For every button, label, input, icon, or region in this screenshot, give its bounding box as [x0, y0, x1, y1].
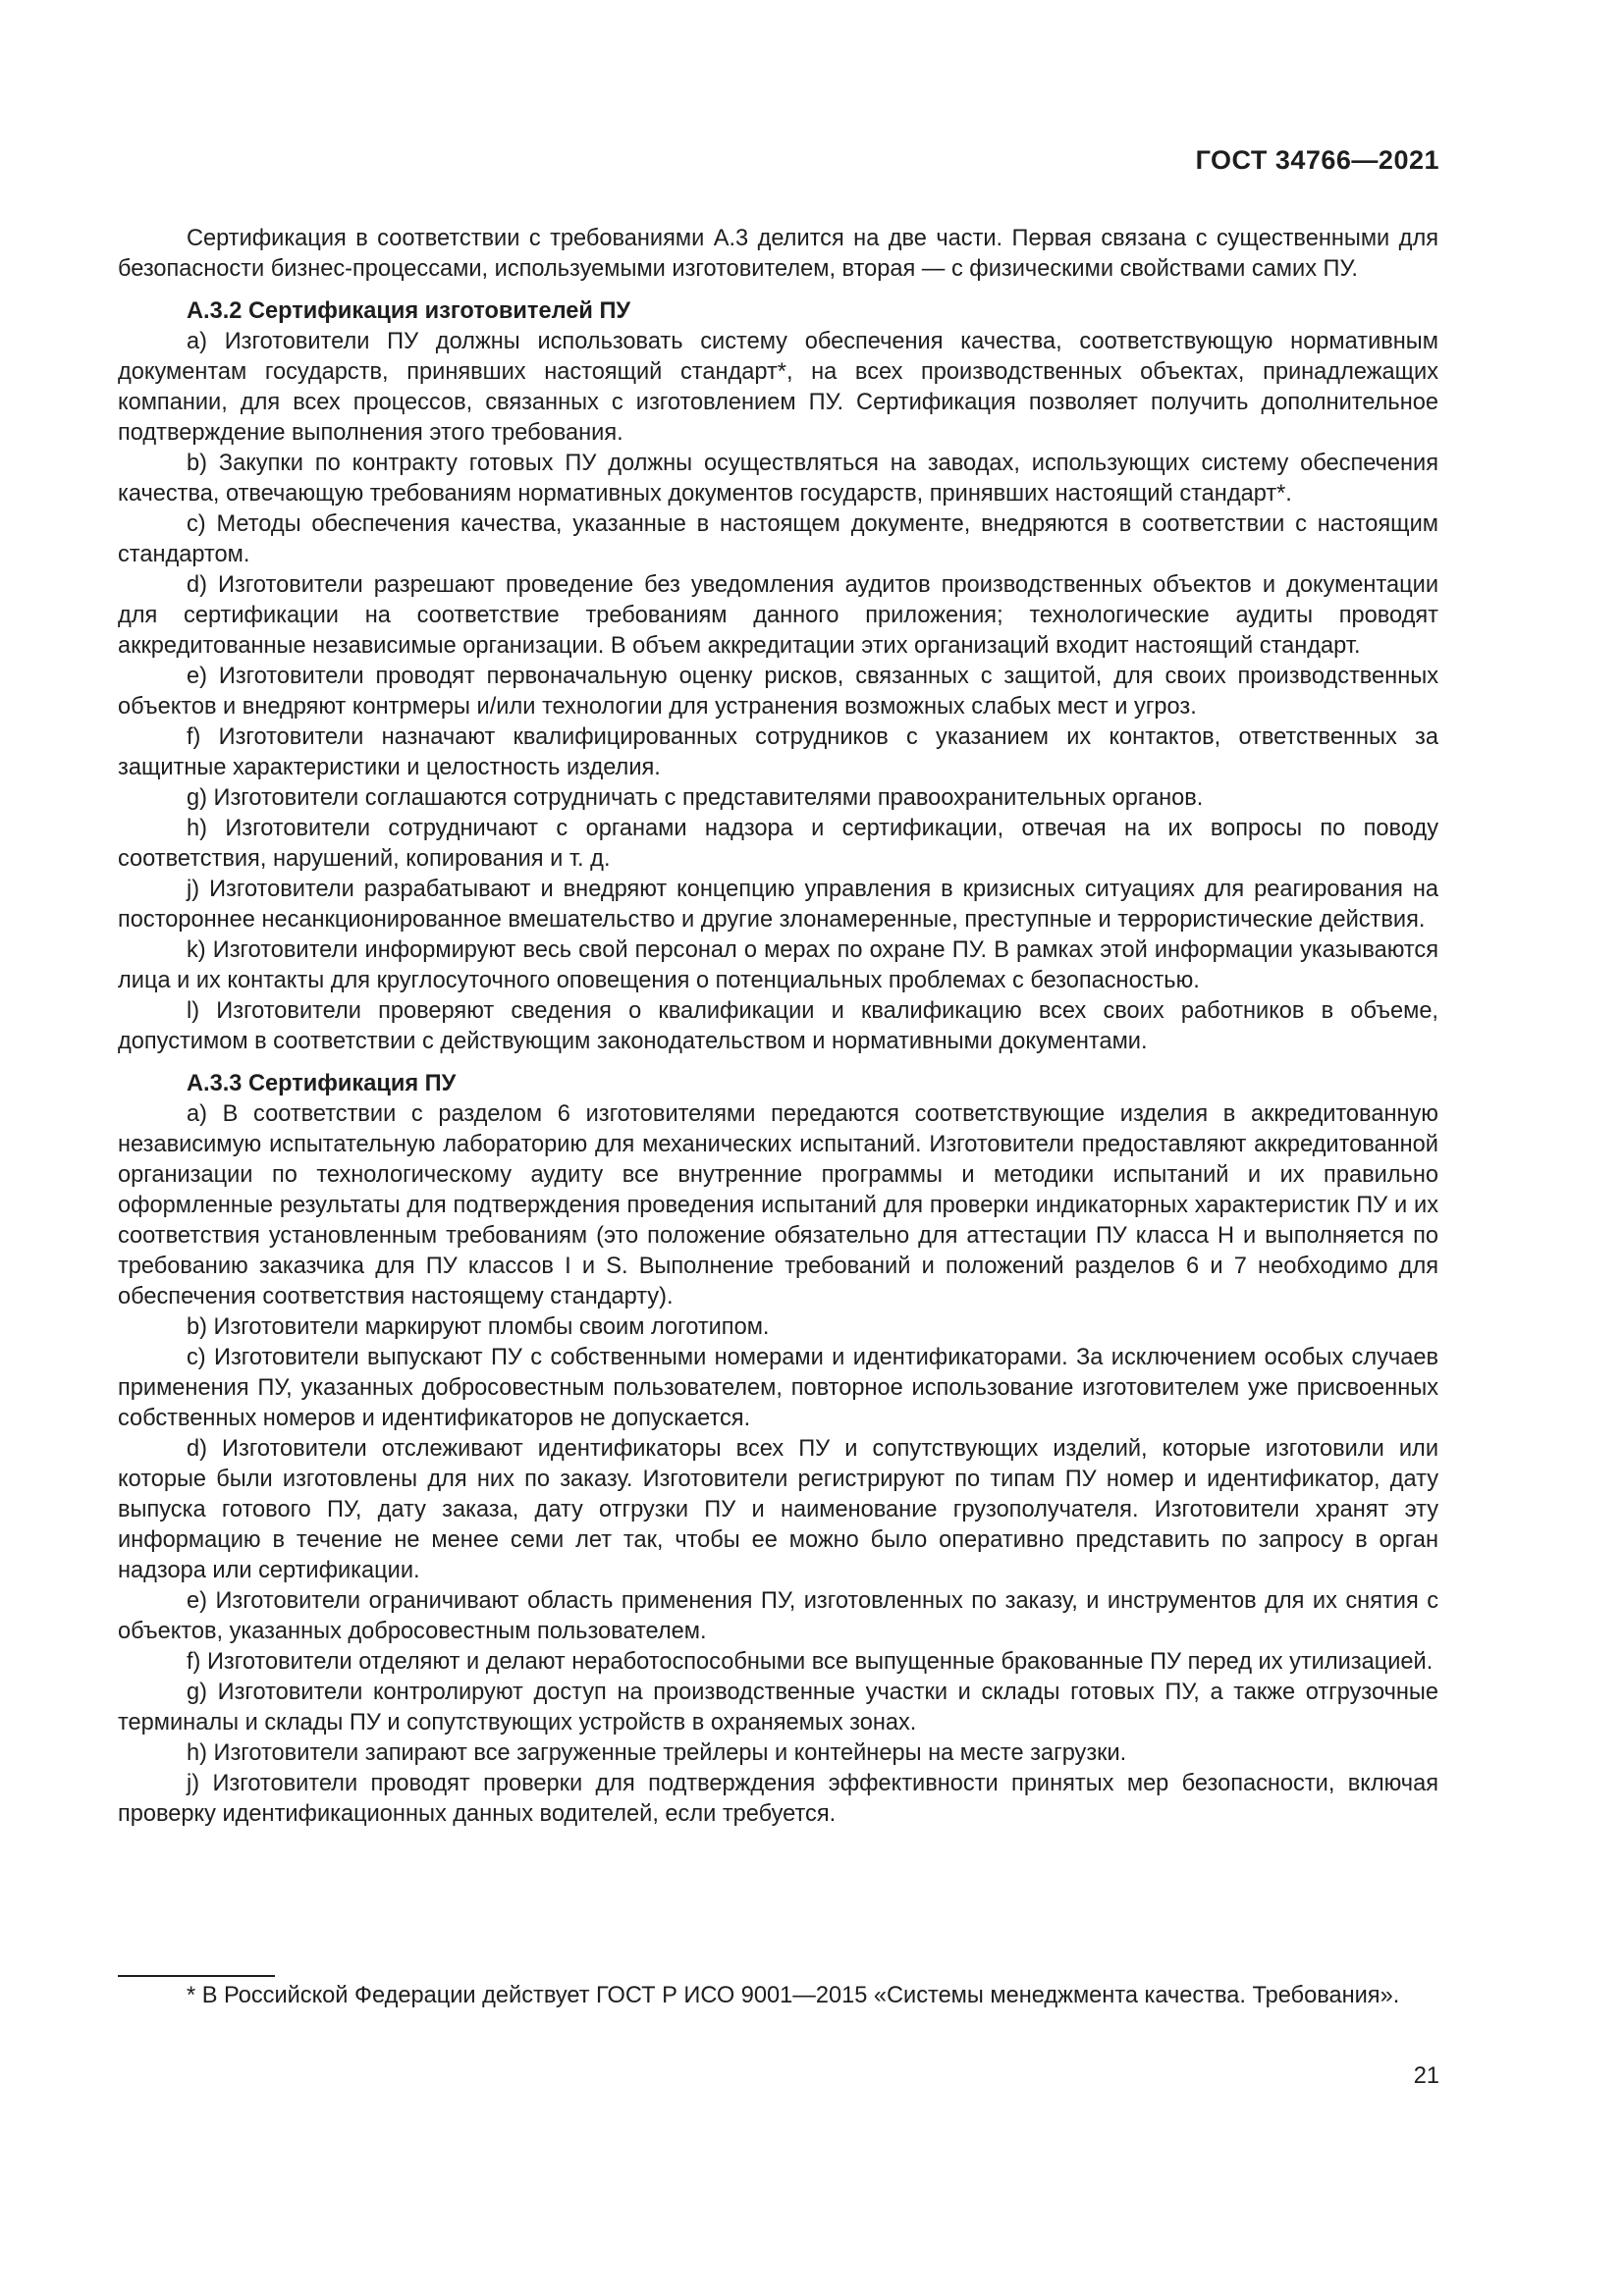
list-item: b) Изготовители маркируют пломбы своим логотипом.: [187, 1314, 770, 1340]
list-item: e) Изготовители ограничивают область применения ПУ, изготовленных по заказу, и инструментов для их снятия с объектов, указанных добросовестным пользователем.: [118, 1588, 1438, 1644]
list-item: h) Изготовители сотрудничают с органами надзора и сертификации, отвечая на их вопросы по поводу соответствия, нарушений, копирования и т. д.: [118, 816, 1438, 872]
list-item: j) Изготовители разрабатывают и внедряют концепцию управления в кризисных ситуациях для реагирования на постороннее несанкционированное вмешательство и другие злонамеренные, преступные и террористические действия.: [118, 877, 1438, 933]
list-item: d) Изготовители отслеживают идентификаторы всех ПУ и сопутствующих изделий, которые изготовили или которые были изготовлены для них по заказу. Изготовители регистрируют по типам ПУ номер и идентификатор, дату выпуска готового ПУ, дату заказа, дату отгрузки ПУ и наименование грузополучателя. Изготовители хранят эту информацию в течение не менее семи лет так, чтобы ее можно было оперативно представить по запросу в орган надзора или сертификации.: [118, 1436, 1438, 1583]
list-item: c) Изготовители выпускают ПУ с собственными номерами и идентификаторами. За исключением особых случаев применения ПУ, указанных добросовестным пользователем, повторное использование изготовителем уже присвоенных собственных номеров и идентификаторов не допускается.: [118, 1345, 1438, 1431]
list-item: l) Изготовители проверяют сведения о квалификации и квалификацию всех своих работников в объеме, допустимом в соответствии с действующим законодательством и нормативными документами.: [118, 998, 1438, 1054]
document-id-header: ГОСТ 34766—2021: [1195, 145, 1439, 175]
section-heading-a33: А.3.3 Сертификация ПУ: [187, 1071, 457, 1096]
footnote-text: * В Российской Федерации действует ГОСТ Р ИСО 9001—2015 «Системы менеджмента качества. Требования».: [187, 1983, 1400, 2008]
section-heading-a32: А.3.2 Сертификация изготовителей ПУ: [187, 298, 631, 324]
list-item: f) Изготовители отделяют и делают неработоспособными все выпущенные бракованные ПУ перед их утилизацией.: [187, 1649, 1434, 1675]
list-item: j) Изготовители проводят проверки для подтверждения эффективности принятых мер безопасности, включая проверку идентификационных данных водителей, если требуется.: [118, 1771, 1438, 1827]
list-item: g) Изготовители контролируют доступ на производственные участки и склады готовых ПУ, а также отгрузочные терминалы и склады ПУ и сопутствующих устройств в охраняемых зонах.: [118, 1680, 1438, 1735]
list-item: g) Изготовители соглашаются сотрудничать с представителями правоохранительных органов.: [187, 785, 1204, 811]
footnote: [118, 1981, 1438, 2011]
list-item: h) Изготовители запирают все загруженные трейлеры и контейнеры на месте загрузки.: [187, 1740, 1127, 1766]
list-item: с) Методы обеспечения качества, указанные в настоящем документе, внедряются в соответствии с настоящим стандартом.: [118, 511, 1438, 567]
list-item: b) Закупки по контракту готовых ПУ должны осуществляться на заводах, использующих систему обеспечения качества, отвечающую требованиям нормативных документов государств, принявших настоящий стандарт*.: [118, 451, 1438, 507]
list-item: k) Изготовители информируют весь свой персонал о мерах по охране ПУ. В рамках этой информации указываются лица и их контакты для круглосуточного оповещения о потенциальных проблемах с безопасностью.: [118, 937, 1438, 993]
list-item: f) Изготовители назначают квалифицированных сотрудников с указанием их контактов, ответственных за защитные характеристики и целостность изделия.: [118, 724, 1438, 780]
list-item: d) Изготовители разрешают проведение без уведомления аудитов производственных объектов и документации для сертификации на соответствие требованиям данного приложения; технологические аудиты проводят аккредитованные независимые организации. В объем аккредитации этих организаций входит настоящий стандарт.: [118, 572, 1438, 659]
main-content: [118, 224, 1438, 1830]
footnote-divider: [118, 1975, 275, 1977]
list-item: а) В соответствии с разделом 6 изготовителями передаются соответствующие изделия в аккредитованную независимую испытательную лабораторию для механических испытаний. Изготовители предоставляют аккредитованной организации по технологическому аудиту все внутренние программы и методики испытаний и их правильно оформленные результаты для подтверждения проведения испытаний для проверки индикаторных характеристик ПУ и их соответствия установленным требованиям (это положение обязательно для аттестации ПУ класса H и выполняется по требованию заказчика для ПУ классов I и S. Выполнение требований и положений разделов 6 и 7 необходимо для обеспечения соответствия настоящему стандарту).: [118, 1101, 1438, 1309]
intro-paragraph: Сертификация в соответствии с требованиями А.3 делится на две части. Первая связана с существенными для безопасности бизнес-процессами, используемыми изготовителем, вторая — с физическими свойствами самих ПУ.: [118, 226, 1438, 282]
list-item: а) Изготовители ПУ должны использовать систему обеспечения качества, соответствующую нормативным документам государств, принявших настоящий стандарт*, на всех производственных объектах, принадлежащих компании, для всех процессов, связанных с изготовлением ПУ. Сертификация позволяет получить дополнительное подтверждение выполнения этого требования.: [118, 329, 1438, 446]
page-number: 21: [1413, 2063, 1439, 2089]
list-item: е) Изготовители проводят первоначальную оценку рисков, связанных с защитой, для своих производственных объектов и внедряют контрмеры и/или технологии для устранения возможных слабых мест и угроз.: [118, 664, 1438, 720]
